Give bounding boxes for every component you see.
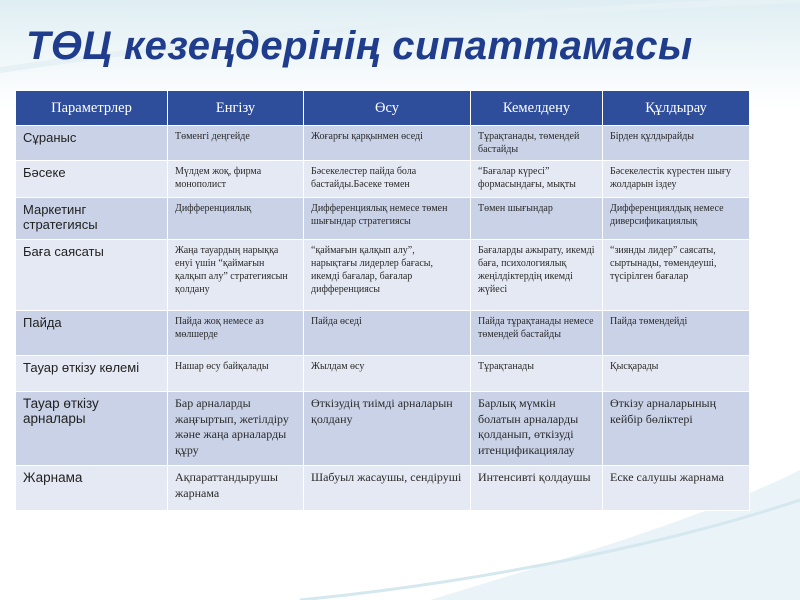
table-cell: Өткізудің тиімді арналарын қолдану: [304, 392, 471, 466]
table-cell: Мүлдем жоқ, фирма монополист: [168, 161, 304, 198]
table-cell: Дифференциялдық немесе диверсификациялық: [603, 198, 750, 240]
table-row: [16, 356, 750, 392]
table-cell: Шабуыл жасаушы, сендіруші: [304, 466, 471, 511]
table-cell: Бар арналарды жаңғыртып, жетілдіру және жаңа арналарды құру: [168, 392, 304, 466]
table-cell: “зиянды лидер” саясаты, сыртынады, төмендеуші, түсірілген бағалар: [603, 240, 750, 311]
table-cell: Еске салушы жарнама: [603, 466, 750, 511]
page-title: ТӨЦ кезеңдерінің сипаттамасы: [26, 24, 693, 68]
row-label: Пайда: [16, 311, 168, 356]
row-label: Маркетинг стратегиясы: [16, 198, 168, 240]
row-label: Тауар өткізу арналары: [16, 392, 168, 466]
table-header-row: [16, 91, 750, 126]
table-row: [16, 126, 750, 161]
row-label: Сұраныс: [16, 126, 168, 161]
table-cell: “қаймағын қалқып алу”, нарықтағы лидерлер бағасы, икемді бағалар, бағалар дифференциясы: [304, 240, 471, 311]
header-decline: Құлдырау: [603, 91, 750, 126]
table-cell: Ақпараттандырушы жарнама: [168, 466, 304, 511]
table-cell: Жылдам өсу: [304, 356, 471, 392]
table-cell: Бағаларды ажырату, икемді баға, психологиялық жеңілдіктердің икемді жүйесі: [471, 240, 603, 311]
table-cell: Бәсекелестер пайда бола бастайды.Бәсеке төмен: [304, 161, 471, 198]
header-growth: Өсу: [304, 91, 471, 126]
row-label: Бәсеке: [16, 161, 168, 198]
table-row: [16, 161, 750, 198]
row-label: Баға саясаты: [16, 240, 168, 311]
row-label: Жарнама: [16, 466, 168, 511]
table-cell: Жоғарғы қарқынмен өседі: [304, 126, 471, 161]
table-cell: Тұрақтанады, төмендей бастайды: [471, 126, 603, 161]
header-introduction: Енгізу: [168, 91, 304, 126]
header-parameters: Параметрлер: [16, 91, 168, 126]
header-maturity: Кемелдену: [471, 91, 603, 126]
table-cell: Өткізу арналарының кейбір бөліктері: [603, 392, 750, 466]
table-row: [16, 466, 750, 511]
stages-table: [15, 90, 750, 511]
table-row: [16, 392, 750, 466]
table-cell: Пайда тұрақтанады немесе төмендей бастайды: [471, 311, 603, 356]
table-cell: Дифференциялық: [168, 198, 304, 240]
table-row: [16, 311, 750, 356]
table-cell: Бәсекелестік күрестен шығу жолдарын іздеу: [603, 161, 750, 198]
table-cell: Пайда өседі: [304, 311, 471, 356]
table-cell: Дифференциялық немесе төмен шығындар стратегиясы: [304, 198, 471, 240]
table-row: [16, 198, 750, 240]
table-cell: Интенсивті қолдаушы: [471, 466, 603, 511]
table-row: [16, 240, 750, 311]
table-cell: Нашар өсу байқалады: [168, 356, 304, 392]
table-cell: Төменгі деңгейде: [168, 126, 304, 161]
table-cell: Барлық мүмкін болатын арналарды қолданып, өткізуді итенцификациялау: [471, 392, 603, 466]
table-cell: Қысқарады: [603, 356, 750, 392]
table-cell: Жаңа тауардың нарыққа енуі үшін “қаймағын қалқып алу” стратегиясын қолдану: [168, 240, 304, 311]
table-cell: Пайда жоқ немесе аз мөлшерде: [168, 311, 304, 356]
table-cell: “Бағалар күресі” формасындағы, мықты: [471, 161, 603, 198]
row-label: Тауар өткізу көлемі: [16, 356, 168, 392]
table-cell: Тұрақтанады: [471, 356, 603, 392]
table-cell: Бірден құлдырайды: [603, 126, 750, 161]
table-cell: Пайда төмендейді: [603, 311, 750, 356]
table-cell: Төмен шығындар: [471, 198, 603, 240]
